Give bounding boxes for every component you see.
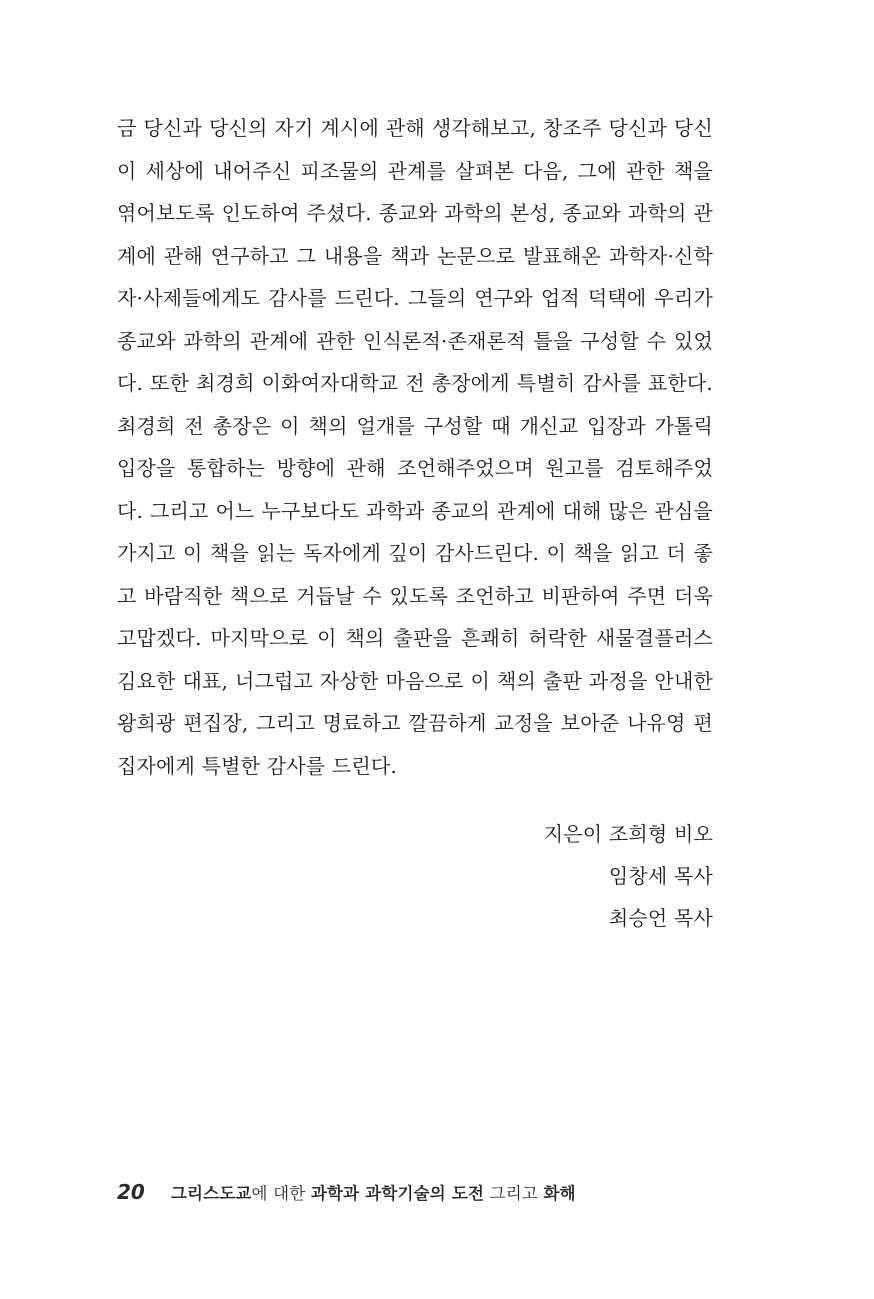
signature-block: [117, 813, 713, 939]
text-line: 고 바람직한 책으로 거듭날 수 있도록 조언하고 비판하여 주면 더욱: [117, 583, 713, 608]
text-line: 집자에게 특별한 감사를 드린다.: [117, 753, 397, 778]
running-title-segment: 화해: [543, 1184, 576, 1203]
text-line: 최경희 전 총장은 이 책의 얼개를 구성할 때 개신교 입장과 가톨릭: [117, 413, 713, 438]
page-number: 20: [117, 1180, 145, 1204]
text-line: 금 당신과 당신의 자기 계시에 관해 생각해보고, 창조주 당신과 당신: [117, 116, 713, 140]
text-line: 고맙겠다. 마지막으로 이 책의 출판을 흔쾌히 허락한 새물결플러스: [117, 626, 713, 650]
text-line: 계에 관해 연구하고 그 내용을 책과 논문으로 발표해온 과학자·신학: [117, 243, 713, 268]
text-line: 다. 또한 최경희 이화여자대학교 전 총장에게 특별히 감사를 표한다.: [117, 371, 713, 395]
running-title-segment: 그리고: [484, 1184, 544, 1203]
text-line: 종교와 과학의 관계에 관한 인식론적·존재론적 틀을 구성할 수 있었: [117, 328, 713, 353]
signature-line-pastor-1: 임창세 목사: [608, 864, 713, 888]
running-title: [171, 1180, 576, 1204]
running-title-segment: 과학과 과학기술의 도전: [310, 1184, 485, 1203]
text-line: 다. 그리고 어느 누구보다도 과학과 종교의 관계에 대해 많은 관심을: [117, 498, 713, 523]
page-footer: [117, 1180, 757, 1204]
text-line: 자·사제들에게도 감사를 드린다. 그들의 연구와 업적 덕택에 우리가: [117, 286, 713, 310]
running-title-segment: 에 대한: [251, 1184, 311, 1203]
text-line: 이 세상에 내어주신 피조물의 관계를 살펴본 다음, 그에 관한 책을: [117, 158, 713, 183]
signature-line-author: 지은이 조희형 비오: [543, 822, 713, 846]
running-title-segment: 그리스도교: [170, 1184, 252, 1203]
text-line: 김요한 대표, 너그럽고 자상한 마음으로 이 책의 출판 과정을 안내한: [117, 668, 713, 693]
text-line: 왕희광 편집장, 그리고 명료하고 깔끔하게 교정을 보아준 나유영 편: [117, 711, 713, 735]
text-line: 가지고 이 책을 읽는 독자에게 깊이 감사드린다. 이 책을 읽고 더 좋: [117, 541, 713, 565]
acknowledgments-paragraph: [117, 107, 713, 787]
text-line: 입장을 통합하는 방향에 관해 조언해주었으며 원고를 검토해주었: [117, 456, 713, 480]
text-line: 엮어보도록 인도하여 주셨다. 종교와 과학의 본성, 종교와 과학의 관: [117, 201, 713, 225]
signature-line-pastor-2: 최승언 목사: [608, 906, 713, 930]
